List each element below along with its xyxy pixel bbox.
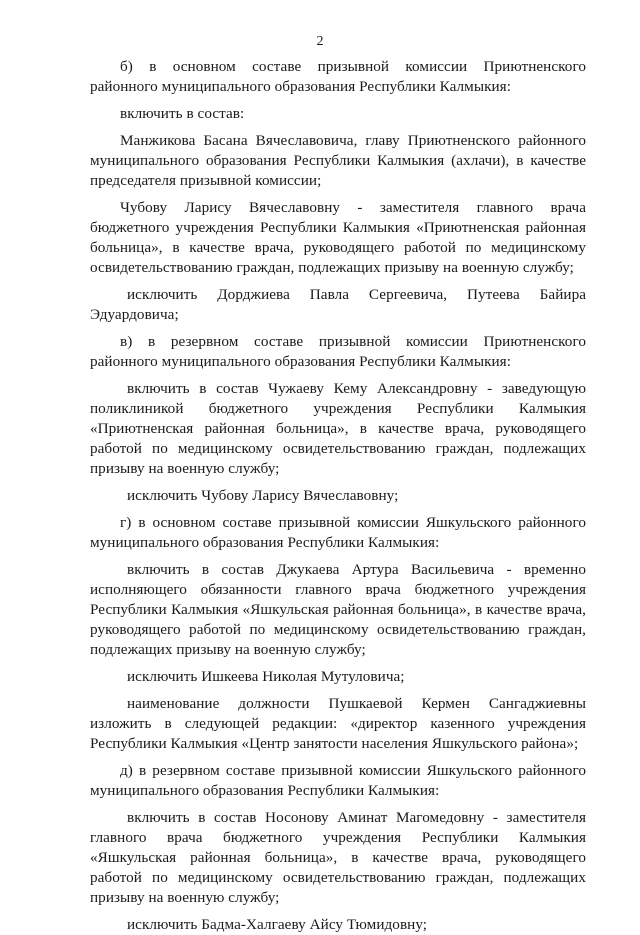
text-line: поликлиникой бюджетного учреждения Республики Калмыкия bbox=[90, 400, 586, 417]
text-line: больница», в качестве врача, руководящего работой по медицинскому bbox=[90, 239, 586, 256]
text-line: председателя призывной комиссии; bbox=[90, 172, 322, 189]
text-line: Республики Калмыкия «Яшкульская районная больница», в качестве врача, bbox=[90, 601, 586, 618]
text-line: включить в состав Джукаева Артура Васильевича - временно bbox=[127, 561, 586, 578]
document-body bbox=[90, 57, 586, 935]
text-line: наименование должности Пушкаевой Кермен Сангаджиевны bbox=[127, 695, 586, 712]
text-line: подлежащих призыву на военную службу; bbox=[90, 641, 366, 658]
text-line: д) в резервном составе призывной комиссии Яшкульского районного bbox=[120, 762, 586, 779]
text-line: исключить Дорджиева Павла Сергеевича, Путеева Байира bbox=[127, 286, 586, 303]
text-line: муниципального образования Республики Калмыкия (ахлачи), в качестве bbox=[90, 152, 586, 169]
text-line: районного муниципального образования Республики Калмыкия: bbox=[90, 353, 511, 370]
text-line: муниципального образования Республики Калмыкия: bbox=[90, 782, 440, 799]
text-line: работой по медицинскому освидетельствованию граждан, подлежащих bbox=[90, 440, 586, 457]
text-line: призыву на военную службу; bbox=[90, 460, 280, 477]
text-line: включить в состав Чужаеву Кему Александровну - заведующую bbox=[127, 380, 586, 397]
text-line: г) в основном составе призывной комиссии Яшкульского районного bbox=[120, 514, 586, 531]
text-line: бюджетного учреждения Республики Калмыкия «Приютненская районная bbox=[90, 219, 586, 236]
page-number: 2 bbox=[316, 34, 324, 49]
text-line: муниципального образования Республики Калмыкия: bbox=[90, 534, 440, 551]
text-line: освидетельствованию граждан, подлежащих призыву на военную службу; bbox=[90, 259, 574, 276]
text-line: исключить Бадма-Халгаеву Айсу Тюмидовну; bbox=[127, 916, 428, 933]
text-line: исключить Ишкеева Николая Мутуловича; bbox=[127, 668, 405, 685]
text-line: главного врача бюджетного учреждения Республики Калмыкия bbox=[90, 829, 586, 846]
text-line: Манжикова Басана Вячеславовича, главу Приютненского районного bbox=[120, 132, 586, 149]
text-line: Республики Калмыкия «Центр занятости населения Яшкульского района»; bbox=[90, 735, 579, 752]
text-line: включить в состав: bbox=[120, 105, 245, 122]
text-line: в) в резервном составе призывной комиссии Приютненского bbox=[120, 333, 586, 350]
text-line: б) в основном составе призывной комиссии Приютненского bbox=[120, 58, 586, 75]
text-line: изложить в следующей редакции: «директор казенного учреждения bbox=[90, 715, 586, 732]
text-line: исполняющего обязанности главного врача бюджетного учреждения bbox=[90, 581, 586, 598]
text-line: исключить Чубову Ларису Вячеславовну; bbox=[127, 487, 399, 504]
text-line: Эдуардовича; bbox=[90, 306, 179, 323]
text-line: призыву на военную службу; bbox=[90, 889, 280, 906]
text-line: работой по медицинскому освидетельствованию граждан, подлежащих bbox=[90, 869, 586, 886]
text-line: «Приютненская районная больница», в качестве врача, руководящего bbox=[90, 420, 586, 437]
text-line: включить в состав Носонову Аминат Магомедовну - заместителя bbox=[127, 809, 586, 826]
text-line: районного муниципального образования Республики Калмыкия: bbox=[90, 78, 511, 95]
text-line: Чубову Ларису Вячеславовну - заместителя главного врача bbox=[120, 199, 586, 216]
text-line: руководящего работой по медицинскому освидетельствованию граждан, bbox=[90, 621, 586, 638]
text-line: «Яшкульская районная больница», в качестве врача, руководящего bbox=[90, 849, 586, 866]
